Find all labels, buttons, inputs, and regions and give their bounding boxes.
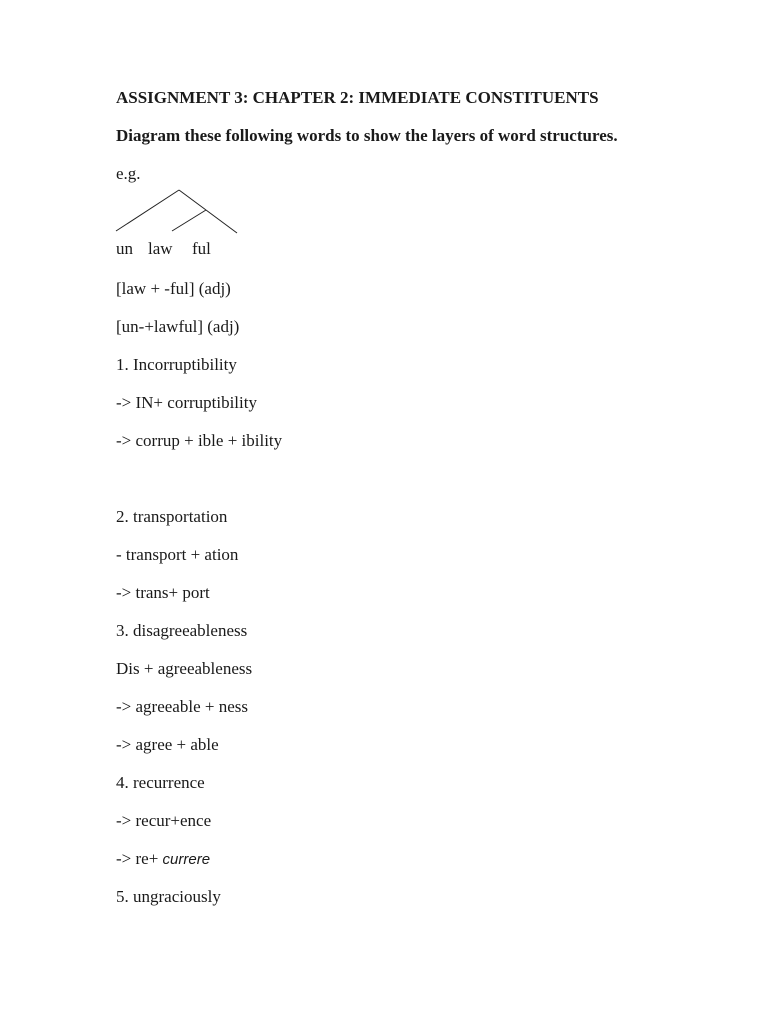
tree-word-ful: ful xyxy=(192,239,211,258)
item-4-heading: 4. recurrence xyxy=(116,773,205,792)
instruction-text: Diagram these following words to show the layers of word structures. xyxy=(116,126,618,145)
item-2-step-2: -> trans+ port xyxy=(116,583,210,602)
item-3-step-2: -> agreeable + ness xyxy=(116,697,248,716)
tree-word-un: un xyxy=(116,239,133,258)
assignment-title: ASSIGNMENT 3: CHAPTER 2: IMMEDIATE CONSTITUENTS xyxy=(116,88,599,107)
tree-branch-inner-left xyxy=(172,210,206,231)
tree-word-law: law xyxy=(148,239,173,258)
item-4-step-2-italic: currere xyxy=(162,851,211,868)
item-4-step-1: -> recur+ence xyxy=(116,811,212,830)
item-5-heading: 5. ungraciously xyxy=(116,887,221,906)
item-3-heading: 3. disagreeableness xyxy=(116,621,248,640)
tree-branch-right xyxy=(206,210,237,233)
example-label: e.g. xyxy=(116,164,141,183)
item-1-step-1: -> IN+ corruptibility xyxy=(116,393,257,412)
item-3-step-1: Dis + agreeableness xyxy=(116,659,253,678)
item-1-heading: 1. Incorruptibility xyxy=(116,355,237,374)
example-step-2: [un-+lawful] (adj) xyxy=(116,317,240,336)
tree-branch-left xyxy=(116,190,179,231)
item-2-step-1: - transport + ation xyxy=(116,545,239,564)
item-4-step-2-prefix: -> re+ xyxy=(116,849,163,868)
item-4-step-2 xyxy=(116,849,210,870)
tree-branch-upper-right xyxy=(179,190,206,210)
constituent-tree-diagram xyxy=(110,186,250,238)
example-step-1: [law + -ful] (adj) xyxy=(116,279,231,298)
item-3-step-3: -> agree + able xyxy=(116,735,219,754)
item-2-heading: 2. transportation xyxy=(116,507,228,526)
item-1-step-2: -> corrup + ible + ibility xyxy=(116,431,283,450)
